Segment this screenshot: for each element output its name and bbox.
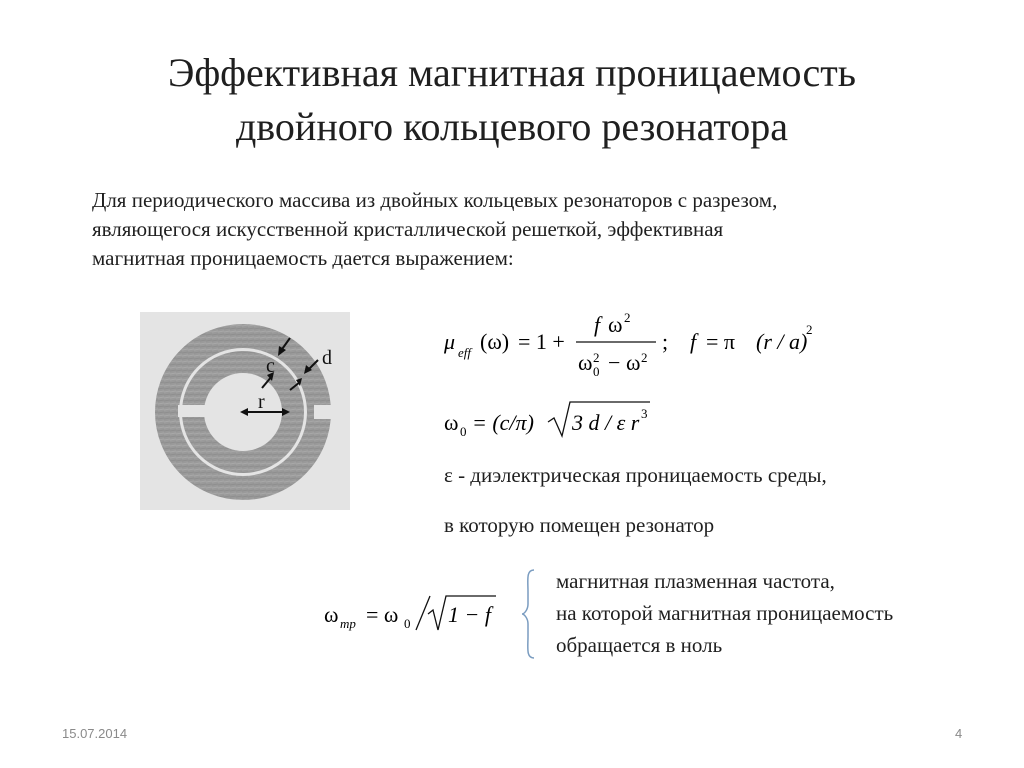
denominator-omega: ω — [626, 350, 641, 375]
plasma-note-line-1: магнитная плазменная частота, — [556, 569, 835, 593]
label-d: d — [322, 347, 332, 369]
plasma-note-line-2: на которой магнитная проницаемость — [556, 601, 894, 625]
f-definition-eq: = π — [706, 329, 736, 354]
denominator-sub0: 0 — [593, 364, 600, 379]
numerator-exponent: 2 — [624, 312, 631, 325]
formula-omega-mp — [320, 590, 520, 636]
label-c: c — [266, 355, 275, 377]
omega0-eq: = (c/π) — [472, 410, 534, 435]
split-ring-resonator-figure — [140, 312, 350, 510]
omega-mp-symbol: ω — [324, 602, 339, 627]
mu-symbol: μ — [444, 329, 456, 354]
title-line-2: двойного кольцевого резонатора — [235, 104, 789, 149]
label-r: r — [258, 391, 265, 413]
inner-ring-gap — [178, 405, 208, 417]
omega-mp-subscript: mp — [340, 616, 356, 631]
division-slash — [416, 596, 430, 630]
plasma-note-line-3: обращается в ноль — [556, 633, 723, 657]
epsilon-note-line-2: в которую помещен резонатор — [444, 513, 715, 537]
omega-mp-radicand: 1 − f — [448, 602, 491, 627]
formula-omega0 — [438, 396, 698, 444]
numerator-f: f — [594, 312, 601, 337]
f-definition-exponent: 2 — [806, 322, 813, 337]
denominator-exp-a: 2 — [593, 350, 600, 365]
outer-ring-gap — [314, 405, 334, 419]
intro-line-2: являющегося искусственной кристаллической решеткой, эффективная — [92, 217, 724, 241]
intro-line-1: Для периодического массива из двойных кольцевых резонаторов с разрезом, — [92, 188, 778, 212]
curly-bracket — [520, 568, 540, 660]
footer-date: 15.07.2014 — [62, 726, 128, 741]
slide-title — [0, 46, 1024, 154]
equals-one-plus: = 1 + — [518, 329, 565, 354]
omega0-radicand: 3 d / ε r — [572, 410, 640, 435]
omega0-subscript: 0 — [460, 424, 467, 439]
numerator-omega: ω — [608, 312, 623, 337]
omega-mp-eq: = ω — [366, 602, 399, 627]
epsilon-note-line-1: ε - диэлектрическая проницаемость среды, — [444, 463, 827, 487]
denominator-minus: − — [608, 350, 621, 375]
denominator-omega0: ω — [578, 350, 593, 375]
omega-argument: (ω) — [480, 329, 510, 354]
eff-subscript: eff — [458, 345, 471, 360]
intro-line-3: магнитная проницаемость дается выражением: — [92, 246, 514, 270]
intro-paragraph — [92, 186, 952, 273]
formula-mu-eff — [438, 312, 818, 382]
denominator-exp-b: 2 — [641, 350, 648, 365]
footer-page-number: 4 — [955, 726, 963, 741]
omega0-exponent: 3 — [641, 406, 648, 421]
f-definition-lhs: f — [690, 329, 697, 354]
f-definition-ratio: (r / a) — [756, 329, 808, 354]
title-line-1: Эффективная магнитная проницаемость — [168, 50, 856, 95]
omega-mp-sub0: 0 — [404, 616, 411, 631]
omega0-symbol: ω — [444, 410, 459, 435]
semicolon: ; — [662, 329, 669, 354]
